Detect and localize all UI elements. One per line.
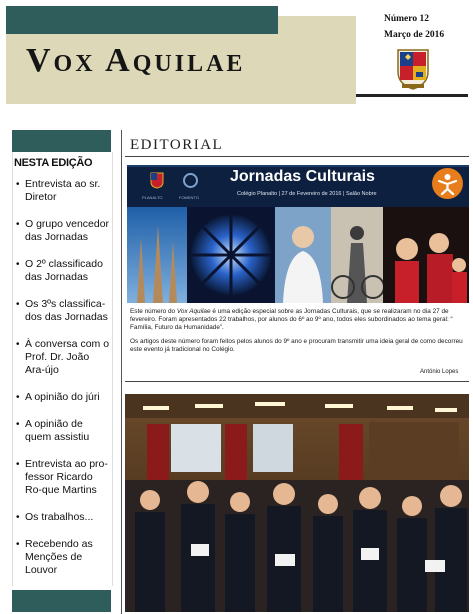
masthead-rule	[356, 94, 468, 97]
person-figure-icon	[432, 168, 463, 199]
fomento-logo-icon	[183, 173, 198, 188]
contents-item[interactable]: • A opinião do júri	[12, 391, 110, 404]
planalto-logo-icon	[150, 172, 164, 189]
contents-item[interactable]: • A opinião de quem assistiu	[12, 418, 110, 444]
editorial-heading: EDITORIAL	[130, 137, 224, 153]
editorial-author: António Lopes	[420, 369, 459, 375]
contents-list	[12, 178, 110, 577]
sidebar-heading: NESTA EDIÇÃO	[14, 157, 93, 169]
auditorium-audience-photo	[125, 394, 469, 612]
editorial-text: é uma edição especial sobre as Jornadas Culturais, que se realizaram no dia 27 de fevereiro. Foram apresentados 22 trabalhos, por alunos do 6º ao 9º ano, todos eles subordinados ao tema geral: “ Família, Futuro da Humanidade”.	[130, 308, 453, 332]
contents-item[interactable]: • Os trabalhos...	[12, 511, 110, 524]
masthead-accent-bar	[6, 6, 278, 34]
banner-subtitle: Colégio Planalto | 27 de Fevereiro de 2016 | Salão Nobre	[237, 191, 377, 197]
fomento-logo-label: FOMENTO	[179, 195, 199, 200]
editorial-body	[130, 308, 467, 359]
editorial-publication-name: Vox Aquilae	[176, 308, 211, 315]
planalto-logo-label: PLANALTO	[142, 195, 163, 200]
newsletter-title: Vox Aquilae	[26, 42, 246, 79]
contents-item[interactable]: • O grupo vencedor das Jornadas	[12, 218, 110, 244]
sidebar-footer-bar	[12, 590, 111, 612]
column-divider	[121, 130, 122, 614]
contents-item[interactable]: • Os 3ºs classifica-dos das Jornadas	[12, 298, 110, 324]
contents-item[interactable]: • Entrevista ao pro-fessor Ricardo Ro-que Martins	[12, 458, 110, 497]
contents-item[interactable]: • Entrevista ao sr. Diretor	[12, 178, 110, 204]
editorial-text: Este número do	[130, 308, 177, 315]
contents-item[interactable]: • O 2º classificado das Jornadas	[12, 258, 110, 284]
sidebar-header-bar	[12, 130, 111, 152]
contents-item[interactable]: • Recebendo as Menções de Louvor	[12, 538, 110, 577]
editorial-rule	[125, 156, 469, 157]
issue-number: Número 12	[384, 14, 429, 24]
editorial-bottom-rule	[125, 381, 469, 382]
school-crest-icon	[396, 48, 430, 90]
editorial-paragraph	[130, 308, 467, 333]
editorial-collage-image	[127, 207, 469, 303]
editorial-paragraph: Os artigos deste número foram feitos pelos alunos do 9º ano e procuram transmitir uma ideia geral de como decorreu este evento já tradicional no Colégio.	[130, 337, 463, 353]
contents-item[interactable]: • À conversa com o Prof. Dr. João Ara-újo	[12, 338, 110, 377]
issue-date: Março de 2016	[384, 30, 445, 40]
banner-title: Jornadas Culturais	[230, 168, 375, 185]
